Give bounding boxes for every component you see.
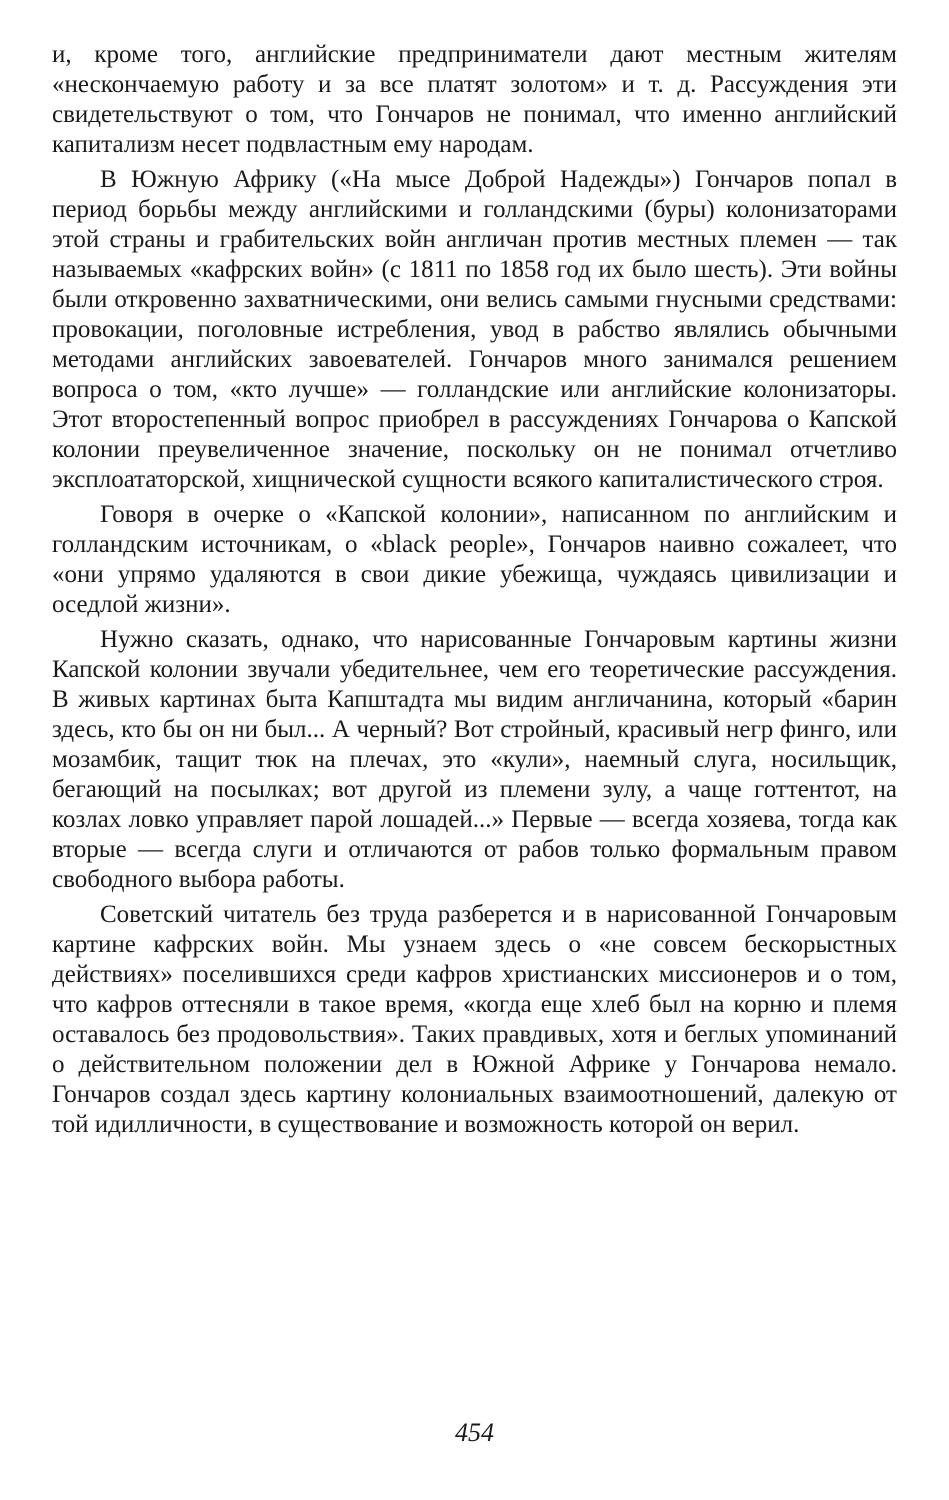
paragraph-kaffir-wars: Советский читатель без труда разберется и в нарисованной Гончаровым картине кафрских войн. Мы узнаем здесь о «не совсем бескорыстных действиях» поселившихся среди кафров христианских миссионеров и о том, что кафров оттесняли в такое время, «когда еще хлеб был на корню и племя оставалось без продовольствия». Таких правдивых, хотя и беглых упоминаний о действительном положении дел в Южной Африке у Гончарова немало. Гончаров создал здесь картину колониальных взаимоотношений, далекую от той идилличности, в существование и возможность которой он верил.	[52, 901, 897, 1138]
page-number: 454	[455, 1418, 494, 1447]
paragraph-continuation: и, кроме того, английские предприниматели дают местным жителям «нескончаемую работу и за все платят золотом» и т. д. Рассуждения эти свидетельствуют о том, что Гончаров не понимал, что именно английский капитализм несет подвластным ему народам.	[52, 41, 897, 158]
paragraph-cape-colony-pictures: Нужно сказать, однако, что нарисованные Гончаровым картины жизни Капской колонии звучали убедительнее, чем его теоретические рассуждения. В живых картинах быта Капштадта мы видим англичанина, который «барин здесь, кто бы он ни был... А черный? Вот стройный, красивый негр финго, или мозамбик, тащит тюк на плечах, это «кули», наемный слуга, носильщик, бегающий на посылках; вот другой из племени зулу, а чаще готтентот, на козлах ловко управляет парой лошадей...» Первые — всегда хозяева, тогда как вторые — всегда слуги и отличаются от рабов только формальным правом свободного выбора работы.	[52, 626, 897, 893]
page-body-text	[52, 40, 897, 1140]
paragraph-cape-colony-essay: Говоря в очерке о «Капской колонии», написанном по английским и голландским источникам, о «black people», Гончаров наивно сожалеет, что «они упрямо удаляются в свои дикие убежища, чуждаясь цивилизации и оседлой жизни».	[52, 501, 897, 618]
paragraph-south-africa: В Южную Африку («На мысе Доброй Надежды») Гончаров попал в период борьбы между английскими и голландскими (буры) колонизаторами этой страны и грабительских войн англичан против местных племен — так называемых «кафрских войн» (с 1811 по 1858 год их было шесть). Эти войны были откровенно захватническими, они велись самыми гнусными средствами: провокации, поголовные истребления, увод в рабство являлись обычными методами английских завоевателей. Гончаров много занимался решением вопроса о том, «кто лучше» — голландские или английские колонизаторы. Этот второстепенный вопрос приобрел в рассуждениях Гончарова о Капской колонии преувеличенное значение, поскольку он не понимал отчетливо эксплоататорской, хищнической сущности всякого капиталистического строя.	[52, 166, 897, 493]
book-page	[52, 40, 897, 1460]
